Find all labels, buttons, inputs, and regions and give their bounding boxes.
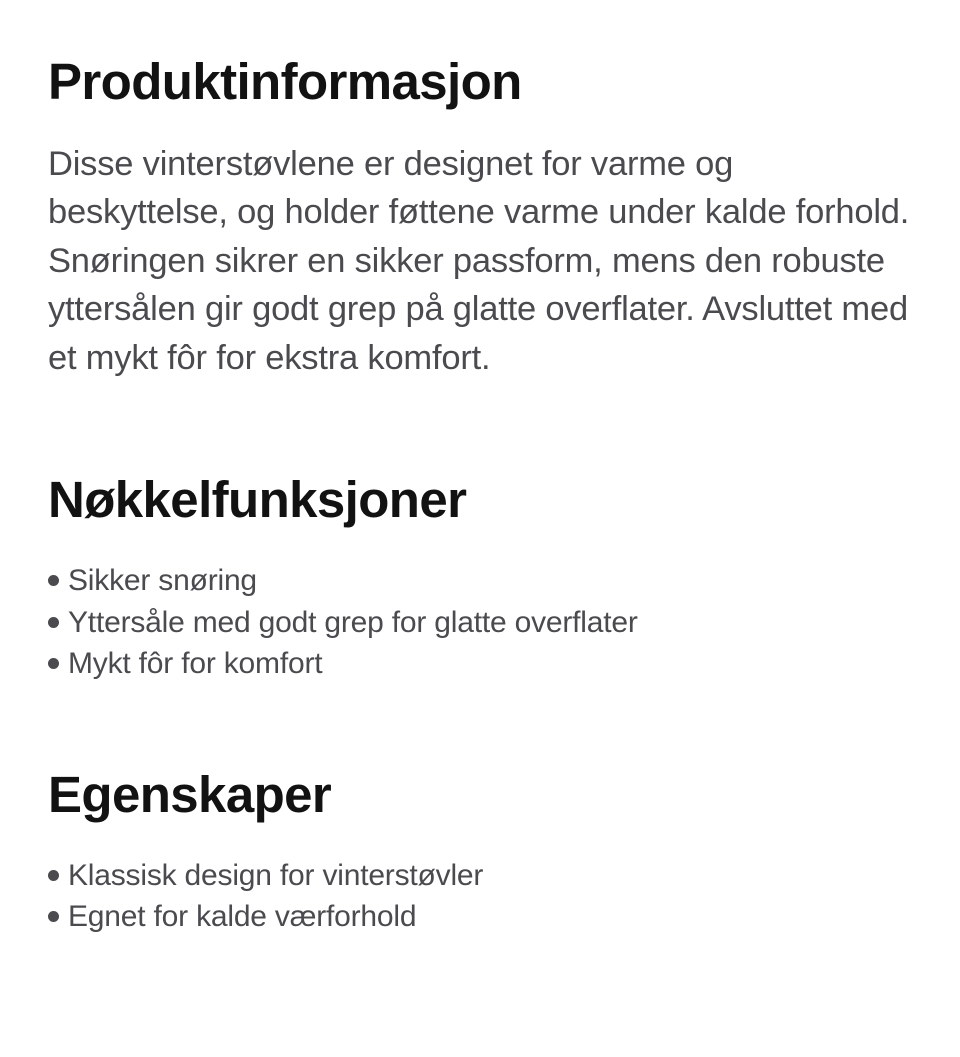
list-item-text: Egnet for kalde værforhold [68,900,417,934]
list-item [48,855,912,897]
list-item [48,896,912,938]
key-features-list [48,560,912,685]
properties-section [48,765,912,938]
bullet-icon [48,575,59,586]
product-description: Disse vinterstøvlene er designet for varme og beskyttelse, og holder føttene varme under kalde forhold. Snøringen sikrer en sikker passform, mens den robuste yttersålen gir godt grep på glatte overflater. Avsluttet med et mykt fôr for ekstra komfort. [48,145,910,377]
list-item-text: Mykt fôr for komfort [68,647,323,681]
list-item-text: Sikker snøring [68,564,257,598]
properties-list [48,855,912,938]
bullet-icon [48,870,59,881]
list-item [48,560,912,602]
bullet-icon [48,658,59,669]
list-item [48,602,912,644]
list-item [48,643,912,685]
bullet-icon [48,911,59,922]
key-features-section [48,470,912,685]
bullet-icon [48,617,59,628]
key-features-heading: Nøkkelfunksjoner [48,471,467,529]
list-item-text: Yttersåle med godt grep for glatte overflater [68,605,638,639]
list-item-text: Klassisk design for vinterstøvler [68,858,484,892]
product-info-heading: Produktinformasjon [48,53,522,110]
properties-heading: Egenskaper [48,765,332,823]
product-info-section [48,52,912,382]
